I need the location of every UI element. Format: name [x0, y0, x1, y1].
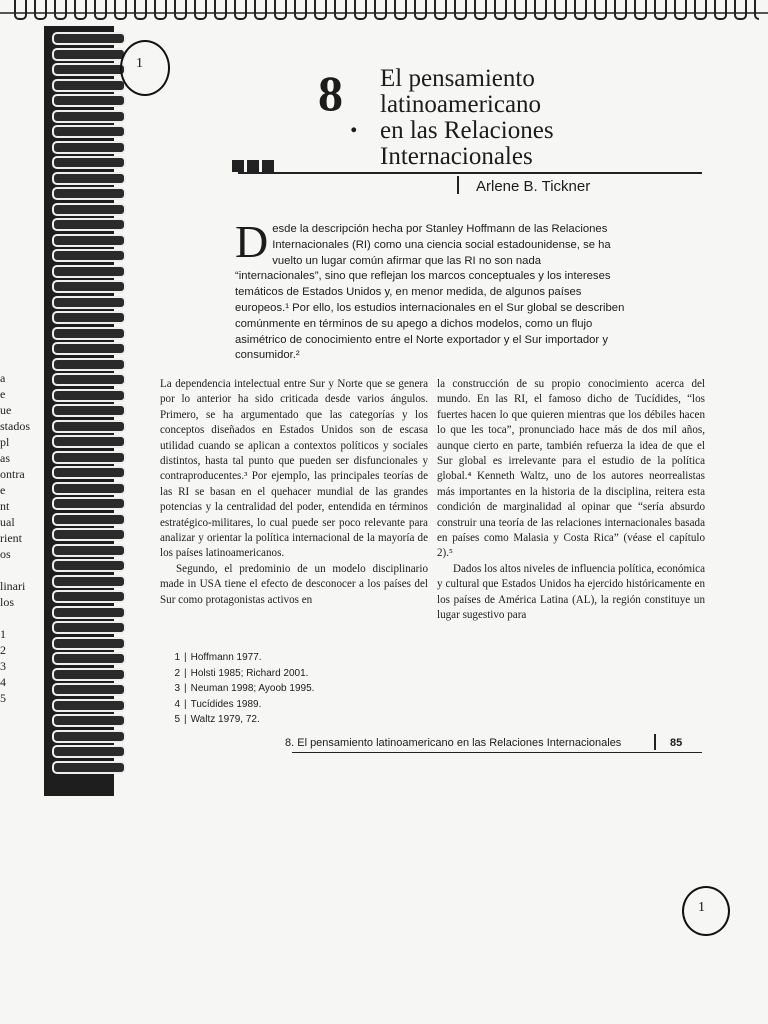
spiral-coil: [52, 63, 126, 76]
bleed-line: ual: [0, 515, 15, 529]
spiral-coil: [52, 668, 126, 681]
spiral-coil: [52, 203, 126, 216]
spiral-coil: [52, 32, 126, 45]
spiral-ring: [14, 0, 27, 20]
spiral-ring: [454, 0, 467, 20]
decorative-bars: [232, 160, 274, 172]
bleed-line: rient: [0, 531, 22, 545]
bleed-line: [0, 610, 44, 626]
bleed-line: 3: [0, 659, 6, 673]
spiral-coil: [52, 327, 126, 340]
spiral-ring: [294, 0, 307, 20]
chapter-number-dot: .: [350, 106, 358, 139]
spiral-coil: [52, 172, 126, 185]
spiral-coil: [52, 513, 126, 526]
handwritten-mark: 1: [136, 56, 143, 71]
spiral-ring: [314, 0, 327, 20]
spiral-ring: [174, 0, 187, 20]
drop-cap: D: [235, 216, 269, 267]
footnote: 2 | Holsti 1985; Richard 2001.: [174, 667, 309, 679]
spiral-coil: [52, 544, 126, 557]
bleed-line: as: [0, 451, 10, 465]
bleed-line: pl: [0, 435, 10, 449]
spiral-coil: [52, 482, 126, 495]
spiral-coil: [52, 249, 126, 262]
spiral-ring: [214, 0, 227, 20]
spiral-coil: [52, 373, 126, 386]
spiral-coil: [52, 714, 126, 727]
bleed-line: 4: [0, 675, 6, 689]
spiral-coil: [52, 590, 126, 603]
body-paragraph: la construcción de su propio conocimiento acerca del mundo. En las RI, el famoso dicho de Tucídides, “los fuertes hacen lo que quieren mientras que los débiles hacen lo que les toca”, pronunciado hace más de dos mil años, aunque cierto en parte, también refuerza la idea de que el Sur global es irrelevante para el estudio de la política global.⁴ Kenneth Waltz, uno de los autores neorrealistas más importantes en la historia de la disciplina, reitera esta condición de marginalidad al opinar que “sería absurdo construir una teoría de las relaciones internacionales basada en países como Malasia y Costa Rica” (véase el capítulo 2).⁵: [437, 378, 705, 560]
chapter-title-line: en las Relaciones: [380, 117, 554, 144]
spiral-coil: [52, 575, 126, 588]
spiral-coil: [52, 358, 126, 371]
title-rule: [238, 172, 702, 174]
spiral-coil: [52, 745, 126, 758]
bleed-line: os: [0, 547, 11, 561]
spiral-ring: [334, 0, 347, 20]
bleed-through-text: [0, 370, 44, 706]
running-footer-title: 8. El pensamiento latinoamericano en las Relaciones Internacionales: [285, 737, 622, 749]
spiral-coil: [52, 48, 126, 61]
spiral-ring: [274, 0, 287, 20]
bleed-line: e: [0, 387, 6, 401]
spiral-coil: [52, 141, 126, 154]
spiral-ring: [354, 0, 367, 20]
spiral-ring: [534, 0, 547, 20]
spiral-ring: [654, 0, 667, 20]
footnotes: [166, 650, 314, 728]
author-name: Arlene B. Tickner: [476, 178, 591, 195]
bleed-line: ontra: [0, 467, 25, 481]
spiral-coil: [52, 699, 126, 712]
bleed-line: 1: [0, 627, 6, 641]
intro-paragraph: [235, 216, 625, 364]
spiral-coil: [52, 420, 126, 433]
body-paragraph: La dependencia intelectual entre Sur y Norte que se genera por lo anterior ha sido criticada desde varios ángulos. Primero, se ha argumentado que las categorías y los conceptos diseñados en Estados Unidos son de escasa utilidad cuando se aplican a contextos políticos y sociales distintos, hasta tal punto que pueden ser disfuncionales y contraproducentes.³ Por ejemplo, las principales teorías de las RI se basan en el quehacer mundial de las grandes potencias y la centralidad del poder, entendida en términos estratégico-militares, lo cual puede ser poco relevante para analizar y orientar la política internacional de la mayoría de los países latinoamericanos.: [160, 378, 428, 560]
spiral-ring: [194, 0, 207, 20]
bleed-line: linari: [0, 579, 26, 593]
bleed-line: 5: [0, 691, 6, 705]
spiral-coil: [52, 342, 126, 355]
spiral-ring: [114, 0, 127, 20]
intro-text: esde la descripción hecha por Stanley Hoffmann de las Relaciones Internacionales (RI) como una ciencia social estadounidense, se ha vuelto un lugar común afirmar que las RI no son nada “internacionales”, sino que reflejan los marcos conceptuales y los intereses temáticos de Estados Unidos y, en menor medida, de algunos países europeos.¹ Por ello, los estudios internacionales en el Sur global se describen comúnmente en términos de su apego a dichos modelos, como un flujo asimétrico de conocimiento entre el Norte exportador y el Sur importador y consumidor.²: [235, 223, 625, 362]
spiral-ring: [494, 0, 507, 20]
spiral-ring: [414, 0, 427, 20]
spiral-ring: [734, 0, 747, 20]
body-paragraph: Dados los altos niveles de influencia política, económica y cultural que Estados Unidos ha ejercido históricamente en los países de América Latina (AL), la región constituye un lugar sugestivo para: [437, 562, 705, 622]
handwritten-circle-top: [120, 40, 170, 96]
spiral-coil: [52, 156, 126, 169]
body-column-right: [437, 377, 705, 624]
spiral-ring: [674, 0, 687, 20]
spiral-ring: [54, 0, 67, 20]
spiral-ring: [474, 0, 487, 20]
spiral-ring: [554, 0, 567, 20]
spiral-ring: [34, 0, 47, 20]
spiral-ring: [594, 0, 607, 20]
spiral-coil: [52, 761, 126, 774]
bleed-line: nt: [0, 499, 10, 513]
spiral-coil: [52, 404, 126, 417]
spiral-ring: [154, 0, 167, 20]
footnote: 3 | Neuman 1998; Ayoob 1995.: [174, 683, 315, 694]
bleed-line: ue: [0, 403, 12, 417]
spiral-ring: [394, 0, 407, 20]
footer-divider: [654, 734, 656, 750]
spiral-ring: [234, 0, 247, 20]
chapter-number: 8: [318, 65, 343, 121]
spiral-coil: [52, 94, 126, 107]
spiral-coil: [52, 218, 126, 231]
chapter-title-line: El pensamiento: [380, 65, 535, 92]
spiral-coil: [52, 265, 126, 278]
spiral-coil: [52, 621, 126, 634]
footnote: 4 | Tucídides 1989.: [174, 698, 262, 710]
spiral-coil: [52, 296, 126, 309]
spiral-coil: [52, 110, 126, 123]
footnote: 5 | Waltz 1979, 72.: [174, 714, 260, 725]
handwritten-circle-bottom: [682, 886, 730, 936]
spiral-coil: [52, 234, 126, 247]
author-divider: [457, 176, 459, 194]
spiral-coil: [52, 559, 126, 572]
top-spiral-rings: [14, 0, 759, 22]
bleed-line: los: [0, 595, 15, 609]
chapter-title-line: Internacionales: [380, 143, 533, 170]
spiral-ring: [514, 0, 527, 20]
spiral-ring: [434, 0, 447, 20]
spiral-coil: [52, 528, 126, 541]
spiral-ring: [74, 0, 87, 20]
bleed-line: e: [0, 483, 6, 497]
page-number: 85: [670, 737, 683, 749]
spiral-coil: [52, 606, 126, 619]
bleed-line: a: [0, 371, 6, 385]
spiral-coil: [52, 683, 126, 696]
spiral-ring: [574, 0, 587, 20]
spiral-ring: [614, 0, 627, 20]
spiral-coil: [52, 389, 126, 402]
spiral-ring: [714, 0, 727, 20]
spiral-ring: [374, 0, 387, 20]
footnote: 1 | Hoffmann 1977.: [174, 652, 262, 663]
bleed-line: [0, 562, 44, 578]
spiral-ring: [254, 0, 267, 20]
spiral-coil: [52, 79, 126, 92]
spiral-ring: [94, 0, 107, 20]
spiral-coil: [52, 187, 126, 200]
spiral-coil: [52, 652, 126, 665]
body-paragraph: Segundo, el predominio de un modelo disciplinario made in USA tiene el efecto de desconocer a los países del Sur como protagonistas activos en: [160, 562, 428, 606]
spiral-coil: [52, 466, 126, 479]
spiral-coil: [52, 125, 126, 138]
bleed-line: stados: [0, 419, 30, 433]
spiral-coil: [52, 730, 126, 743]
spiral-coil: [52, 280, 126, 293]
spiral-coil: [52, 497, 126, 510]
spiral-ring: [134, 0, 147, 20]
footer-rule: [292, 752, 702, 753]
spiral-coil: [52, 451, 126, 464]
bleed-line: 2: [0, 643, 6, 657]
handwritten-mark: 1: [698, 900, 705, 915]
spiral-ring: [754, 0, 759, 20]
chapter-title-line: latinoamericano: [380, 91, 542, 118]
spiral-ring: [634, 0, 647, 20]
spiral-coil: [52, 637, 126, 650]
body-column-left: [160, 377, 428, 608]
spiral-ring: [694, 0, 707, 20]
spiral-coil: [52, 435, 126, 448]
chapter-title: [380, 66, 554, 170]
spiral-coil: [52, 311, 126, 324]
